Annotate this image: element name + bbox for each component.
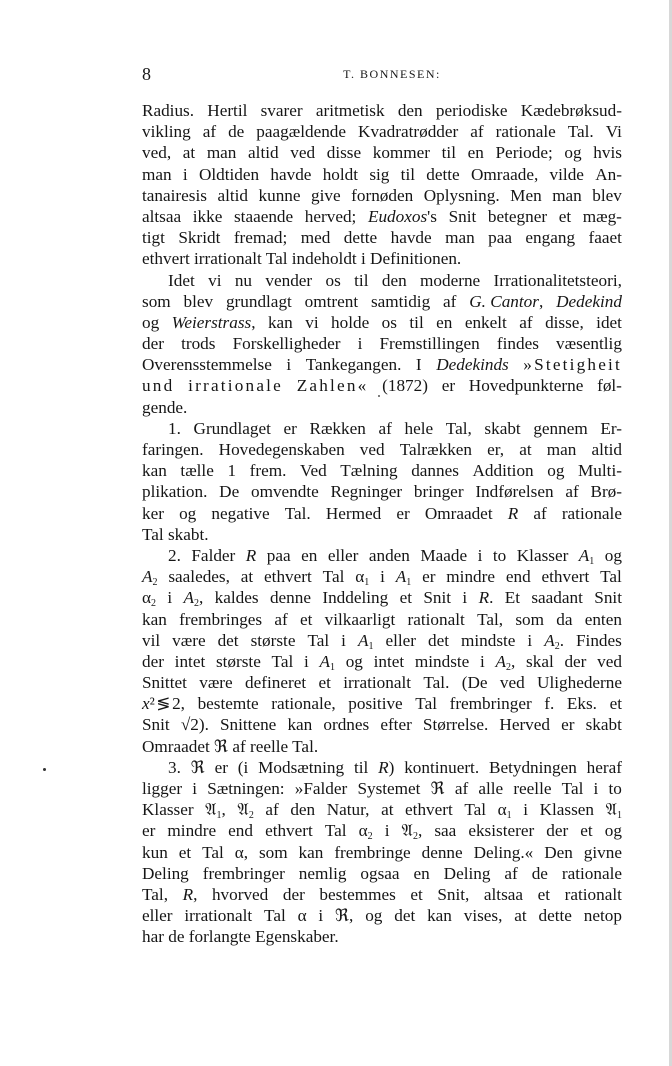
text-line: tigt Skridt fremad; med dette havde man paa engang faaet xyxy=(142,228,622,248)
text-line: plikation. De omvendte Regninger bringer Indførelsen af Brø- xyxy=(142,482,622,502)
text-line: Idet vi nu vender os til den moderne Irrationalitetsteori, xyxy=(168,270,622,290)
running-head: T. BONNESEN: xyxy=(343,67,441,81)
paragraph xyxy=(142,100,622,270)
paragraph xyxy=(142,418,622,545)
text-line: x² ≶ 2, bestemte rationale, positive Tal frembringer f. Eks. et xyxy=(142,694,622,714)
paragraph xyxy=(142,270,622,418)
paragraph xyxy=(142,545,622,757)
text-line: kun et Tal α, som kan frembringe denne Deling.« Den givne xyxy=(142,842,622,862)
text-line: vikling af de paagældende Kvadratrødder af rationale Tal. Vi xyxy=(142,122,622,142)
text-line: Tal, R, hvorved der bestemmes et Snit, altsaa et rationalt xyxy=(142,884,622,904)
text-line: kan frembringes af et vilkaarligt rationalt Tal, som da enten xyxy=(142,609,622,629)
text-line: Tal skabt. xyxy=(142,524,209,544)
text-line: Klasser 𝔄$_1$, 𝔄$_2$ af den Natur, at ethvert Tal $\alpha_1$ i Klassen 𝔄$_1$ xyxy=(142,800,622,822)
page-header xyxy=(142,64,622,88)
text-line: 1. Grundlaget er Rækken af hele Tal, skabt gennem Er- xyxy=(168,418,622,438)
text-line: Overensstemmelse i Tankegangen. I Dedekinds »Stetigheit xyxy=(142,355,622,375)
text-line: Radius. Hertil svarer aritmetisk den periodiske Kædebrøksud- xyxy=(142,101,622,120)
text-line: er mindre end ethvert Tal $\alpha_2$ i 𝔄$_2$, saa eksisterer der et og xyxy=(142,821,622,843)
text-line: und irrationale Zahlen« (1872) er Hovedpunkterne føl- xyxy=(142,376,622,396)
text-line: ker og negative Tal. Hermed er Omraadet R af rationale xyxy=(142,503,622,523)
text-line: ligger i Sætningen: »Falder Systemet ℜ af alle reelle Tal i to xyxy=(142,779,622,798)
ink-speck xyxy=(378,395,380,397)
text-line: og Weierstrass, kan vi holde os til en enkelt af disse, idet xyxy=(142,312,622,332)
text-line: tanairesis altid kunne give fornøden Oplysning. Men man blev xyxy=(142,185,622,205)
text-line: kan tælle 1 frem. Ved Tælning dannes Addition og Multi- xyxy=(142,461,622,481)
text-line: ethvert irrationalt Tal indeholdt i Definitionen. xyxy=(142,249,462,269)
body-text xyxy=(142,100,622,948)
text-line: som blev grundlagt omtrent samtidig af G. Cantor, Dedekind xyxy=(142,291,622,311)
text-line: Omraadet ℜ af reelle Tal. xyxy=(142,736,319,756)
text-line: der trods Forskelligheder i Fremstillingen findes væsentlig xyxy=(142,334,622,354)
text-line: 2. Falder R paa en eller anden Maade i to Klasser $A_1$ og xyxy=(168,545,622,567)
text-line: Snittet være defineret et irrationalt Tal. (De ved Ulighederne xyxy=(142,673,622,693)
text-line: 3. ℜ er (i Modsætning til R) kontinuert. Betydningen heraf xyxy=(168,757,622,777)
text-line: der intet største Tal i $A_1$ og intet mindste i $A_2$, skal der ved xyxy=(142,651,622,673)
margin-speck xyxy=(43,768,46,771)
text-line: Deling frembringer nemlig ogsaa en Deling af de rationale xyxy=(142,863,622,883)
text-line: $\alpha_2$ i $A_2$, kaldes denne Inddeling et Snit i R. Et saadant Snit xyxy=(142,588,622,610)
text-line: Snit √2). Snittene kan ordnes efter Størrelse. Herved er skabt xyxy=(142,715,622,735)
text-line: gende. xyxy=(142,397,188,417)
text-line: $A_2$ saaledes, at ethvert Tal $\alpha_1$ i $A_1$ er mindre end ethvert Tal xyxy=(142,567,622,589)
text-line: altsaa ikke staaende herved; Eudoxos's Snit betegner et mæg- xyxy=(142,206,622,226)
text-line: har de forlangte Egenskaber. xyxy=(142,927,339,947)
page-number: 8 xyxy=(142,64,151,84)
text-line: faringen. Hovedegenskaben ved Talrækken er, at man altid xyxy=(142,440,622,459)
paragraph xyxy=(142,757,622,948)
text-line: man i Oldtiden havde holdt sig til dette Omraade, vilde An- xyxy=(142,164,622,184)
text-line: ved, at man altid ved disse kommer til en Periode; og hvis xyxy=(142,143,622,163)
text-line: eller irrationalt Tal α i ℜ, og det kan vises, at dette netop xyxy=(142,906,622,926)
text-line: vil være det største Tal i $A_1$ eller det mindste i $A_2$. Findes xyxy=(142,630,622,652)
